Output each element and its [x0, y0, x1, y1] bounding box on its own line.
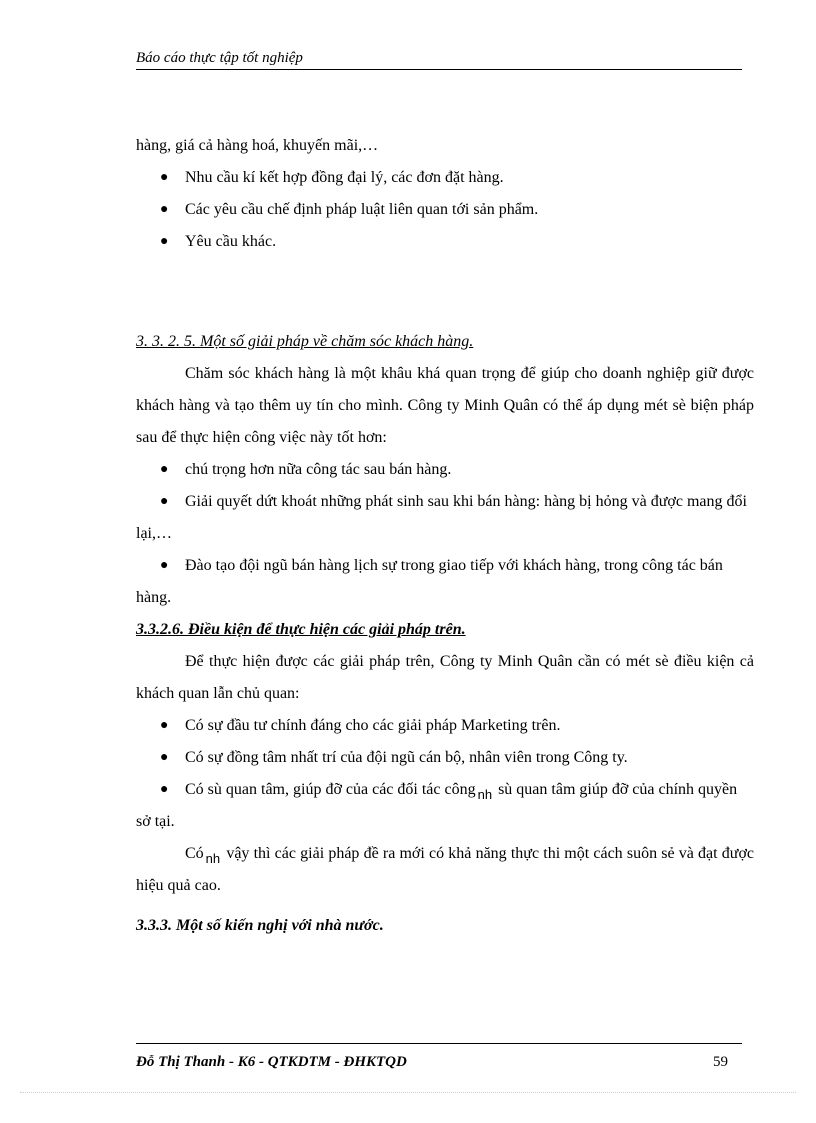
list-item: ● chú trọng hơn nữa công tác sau bán hàng. — [136, 454, 754, 486]
bullet-icon: ● — [160, 462, 169, 477]
bullet-icon: ● — [160, 234, 169, 249]
bullet-icon: ● — [160, 750, 169, 765]
header-title: Báo cáo thực tập tốt nghiệp — [136, 50, 303, 66]
bullet-icon: ● — [160, 170, 169, 185]
bullet-icon: ● — [160, 718, 169, 733]
section-heading-3325: 3. 3. 2. 5. Một số giải pháp về chăm sóc khách hàng. — [136, 333, 474, 350]
intro-line: hàng, giá cả hàng hoá, khuyến mãi,… — [136, 137, 379, 154]
bullet-icon: ● — [160, 202, 169, 217]
list-item: ● Có sự đồng tâm nhất trí của đội ngũ cán bộ, nhân viên trong Công ty. — [136, 742, 754, 774]
footer-divider — [136, 1043, 742, 1044]
list-item: ● Giải quyết dứt khoát những phát sinh sau khi bán hàng: hàng bị hỏng và được mang đổi lại,… — [136, 486, 754, 550]
list-item: ● Yêu cầu khác. — [136, 226, 754, 258]
section-heading-3326: 3.3.2.6. Điều kiện để thực hiện các giải pháp trên. — [136, 621, 466, 638]
page-number: 59 — [713, 1054, 728, 1070]
subscript-fragment: nh — [205, 851, 221, 866]
page-edge-divider — [20, 1092, 796, 1093]
list-item: ● Các yêu cầu chế định pháp luật liên quan tới sản phẩm. — [136, 194, 754, 226]
list-item: ● Nhu cầu kí kết hợp đồng đại lý, các đơn đặt hàng. — [136, 162, 754, 194]
bullet-icon: ● — [160, 558, 169, 573]
paragraph: Có $_{nh}$ vậy thì các giải pháp đề ra mới có khả năng thực thi một cách suôn sẻ và đạt được hiệu quả cao. — [136, 845, 755, 894]
page-header — [136, 50, 742, 70]
subscript-fragment: nh — [477, 787, 493, 802]
bullet-icon: ● — [160, 782, 169, 797]
paragraph: Chăm sóc khách hàng là một khâu khá quan trọng để giúp cho doanh nghiệp giữ được khách hàng và tạo thêm uy tín cho mình. Công ty Minh Quân có thể áp dụng mét sè biện pháp sau để thực hiện công việc này tốt hơn: — [136, 365, 754, 446]
list-item: ● Có sù quan tâm, giúp đỡ của các đối tác công $_{nh}$ sù quan tâm giúp đỡ của chính quyền sở tại. — [136, 774, 754, 838]
page-footer — [136, 1054, 728, 1071]
list-item: ● Có sự đầu tư chính đáng cho các giải pháp Marketing trên. — [136, 710, 754, 742]
footer-author: Đỗ Thị Thanh - K6 - QTKDTM - ĐHKTQD — [136, 1054, 407, 1070]
section-heading-333: 3.3.3. Một số kiến nghị với nhà nước. — [136, 917, 384, 934]
bullet-icon: ● — [160, 494, 169, 509]
paragraph: Để thực hiện được các giải pháp trên, Công ty Minh Quân cần có mét sè điều kiện cả khách quan lẫn chủ quan: — [136, 653, 754, 702]
page-body — [136, 130, 754, 942]
list-item: ● Đào tạo đội ngũ bán hàng lịch sự trong giao tiếp với khách hàng, trong công tác bán hàng. — [136, 550, 754, 614]
